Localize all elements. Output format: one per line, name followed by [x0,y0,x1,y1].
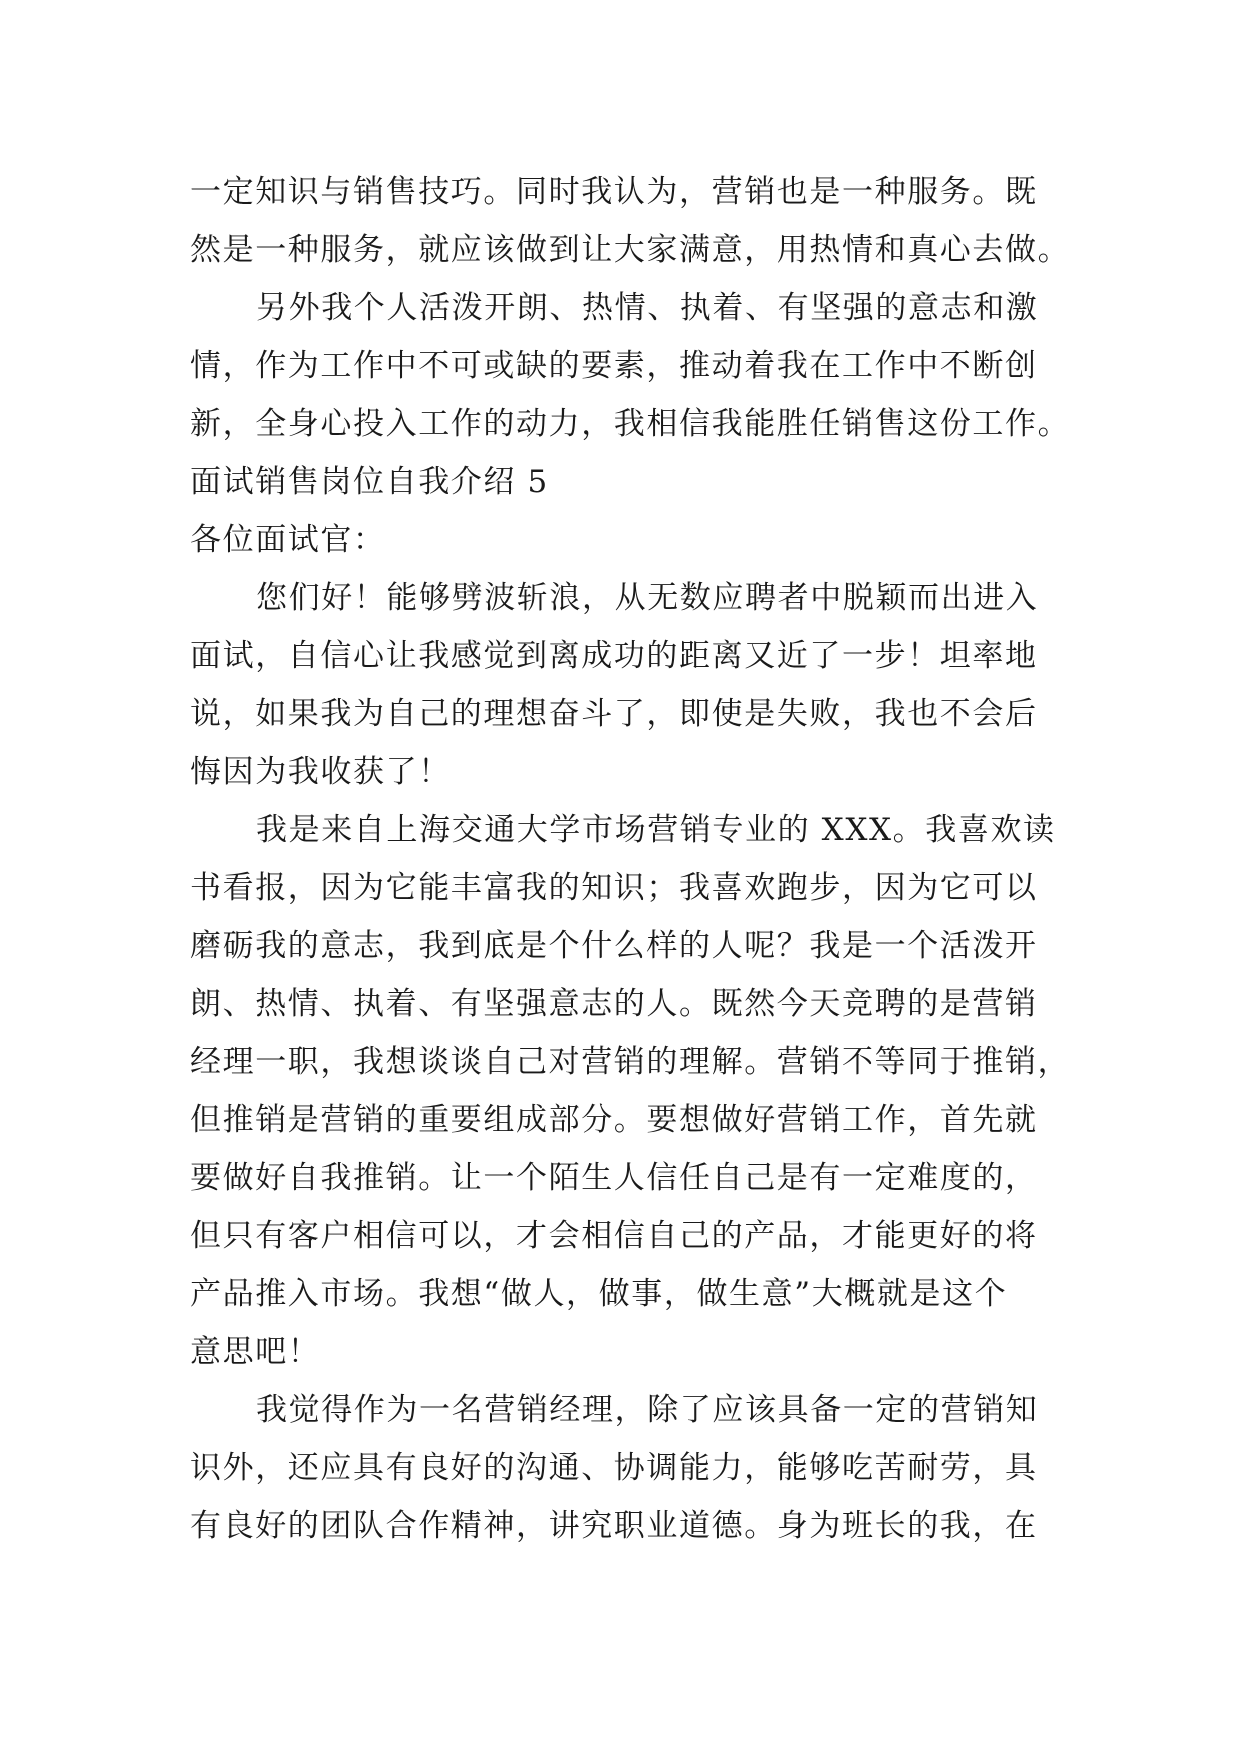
text-line: 朗、热情、执着、有坚强意志的人。既然今天竞聘的是营销 [190,986,1038,1022]
text-line: 面试销售岗位自我介绍 5 [190,464,549,500]
text-line: 意思吧！ [190,1334,321,1370]
text-line: 有良好的团队合作精神，讲究职业道德。身为班长的我，在 [190,1508,1038,1544]
text-line: 磨砺我的意志，我到底是个什么样的人呢？我是一个活泼开 [190,928,1038,964]
text-line: 情，作为工作中不可或缺的要素，推动着我在工作中不断创 [190,348,1038,384]
text-line: 经理一职，我想谈谈自己对营销的理解。营销不等同于推销， [190,1044,1071,1080]
text-line: 一定知识与销售技巧。同时我认为，营销也是一种服务。既 [190,174,1038,210]
text-line: 我觉得作为一名营销经理，除了应该具备一定的营销知 [256,1392,1039,1428]
text-line: 识外，还应具有良好的沟通、协调能力，能够吃苦耐劳，具 [190,1450,1038,1486]
text-line: 面试，自信心让我感觉到离成功的距离又近了一步！坦率地 [190,638,1038,674]
text-line: 书看报，因为它能丰富我的知识；我喜欢跑步，因为它可以 [190,870,1038,906]
text-line: 然是一种服务，就应该做到让大家满意，用热情和真心去做。 [190,232,1071,268]
text-line: 您们好！能够劈波斩浪，从无数应聘者中脱颖而出进入 [256,580,1039,616]
document-body [190,163,1071,1555]
text-line: 另外我个人活泼开朗、热情、执着、有坚强的意志和激 [256,290,1039,326]
text-line: 新，全身心投入工作的动力，我相信我能胜任销售这份工作。 [190,406,1071,442]
text-line: 我是来自上海交通大学市场营销专业的 XXX。我喜欢读 [256,812,1056,848]
text-line: 要做好自我推销。让一个陌生人信任自己是有一定难度的， [190,1160,1038,1196]
text-line: 产品推入市场。我想“做人，做事，做生意”大概就是这个 [190,1276,1008,1312]
text-line: 但只有客户相信可以，才会相信自己的产品，才能更好的将 [190,1218,1038,1254]
text-line: 但推销是营销的重要组成部分。要想做好营销工作，首先就 [190,1102,1038,1138]
text-line: 说，如果我为自己的理想奋斗了，即使是失败，我也不会后 [190,696,1038,732]
text-line: 各位面试官： [190,522,386,558]
text-line: 悔因为我收获了！ [190,754,451,790]
